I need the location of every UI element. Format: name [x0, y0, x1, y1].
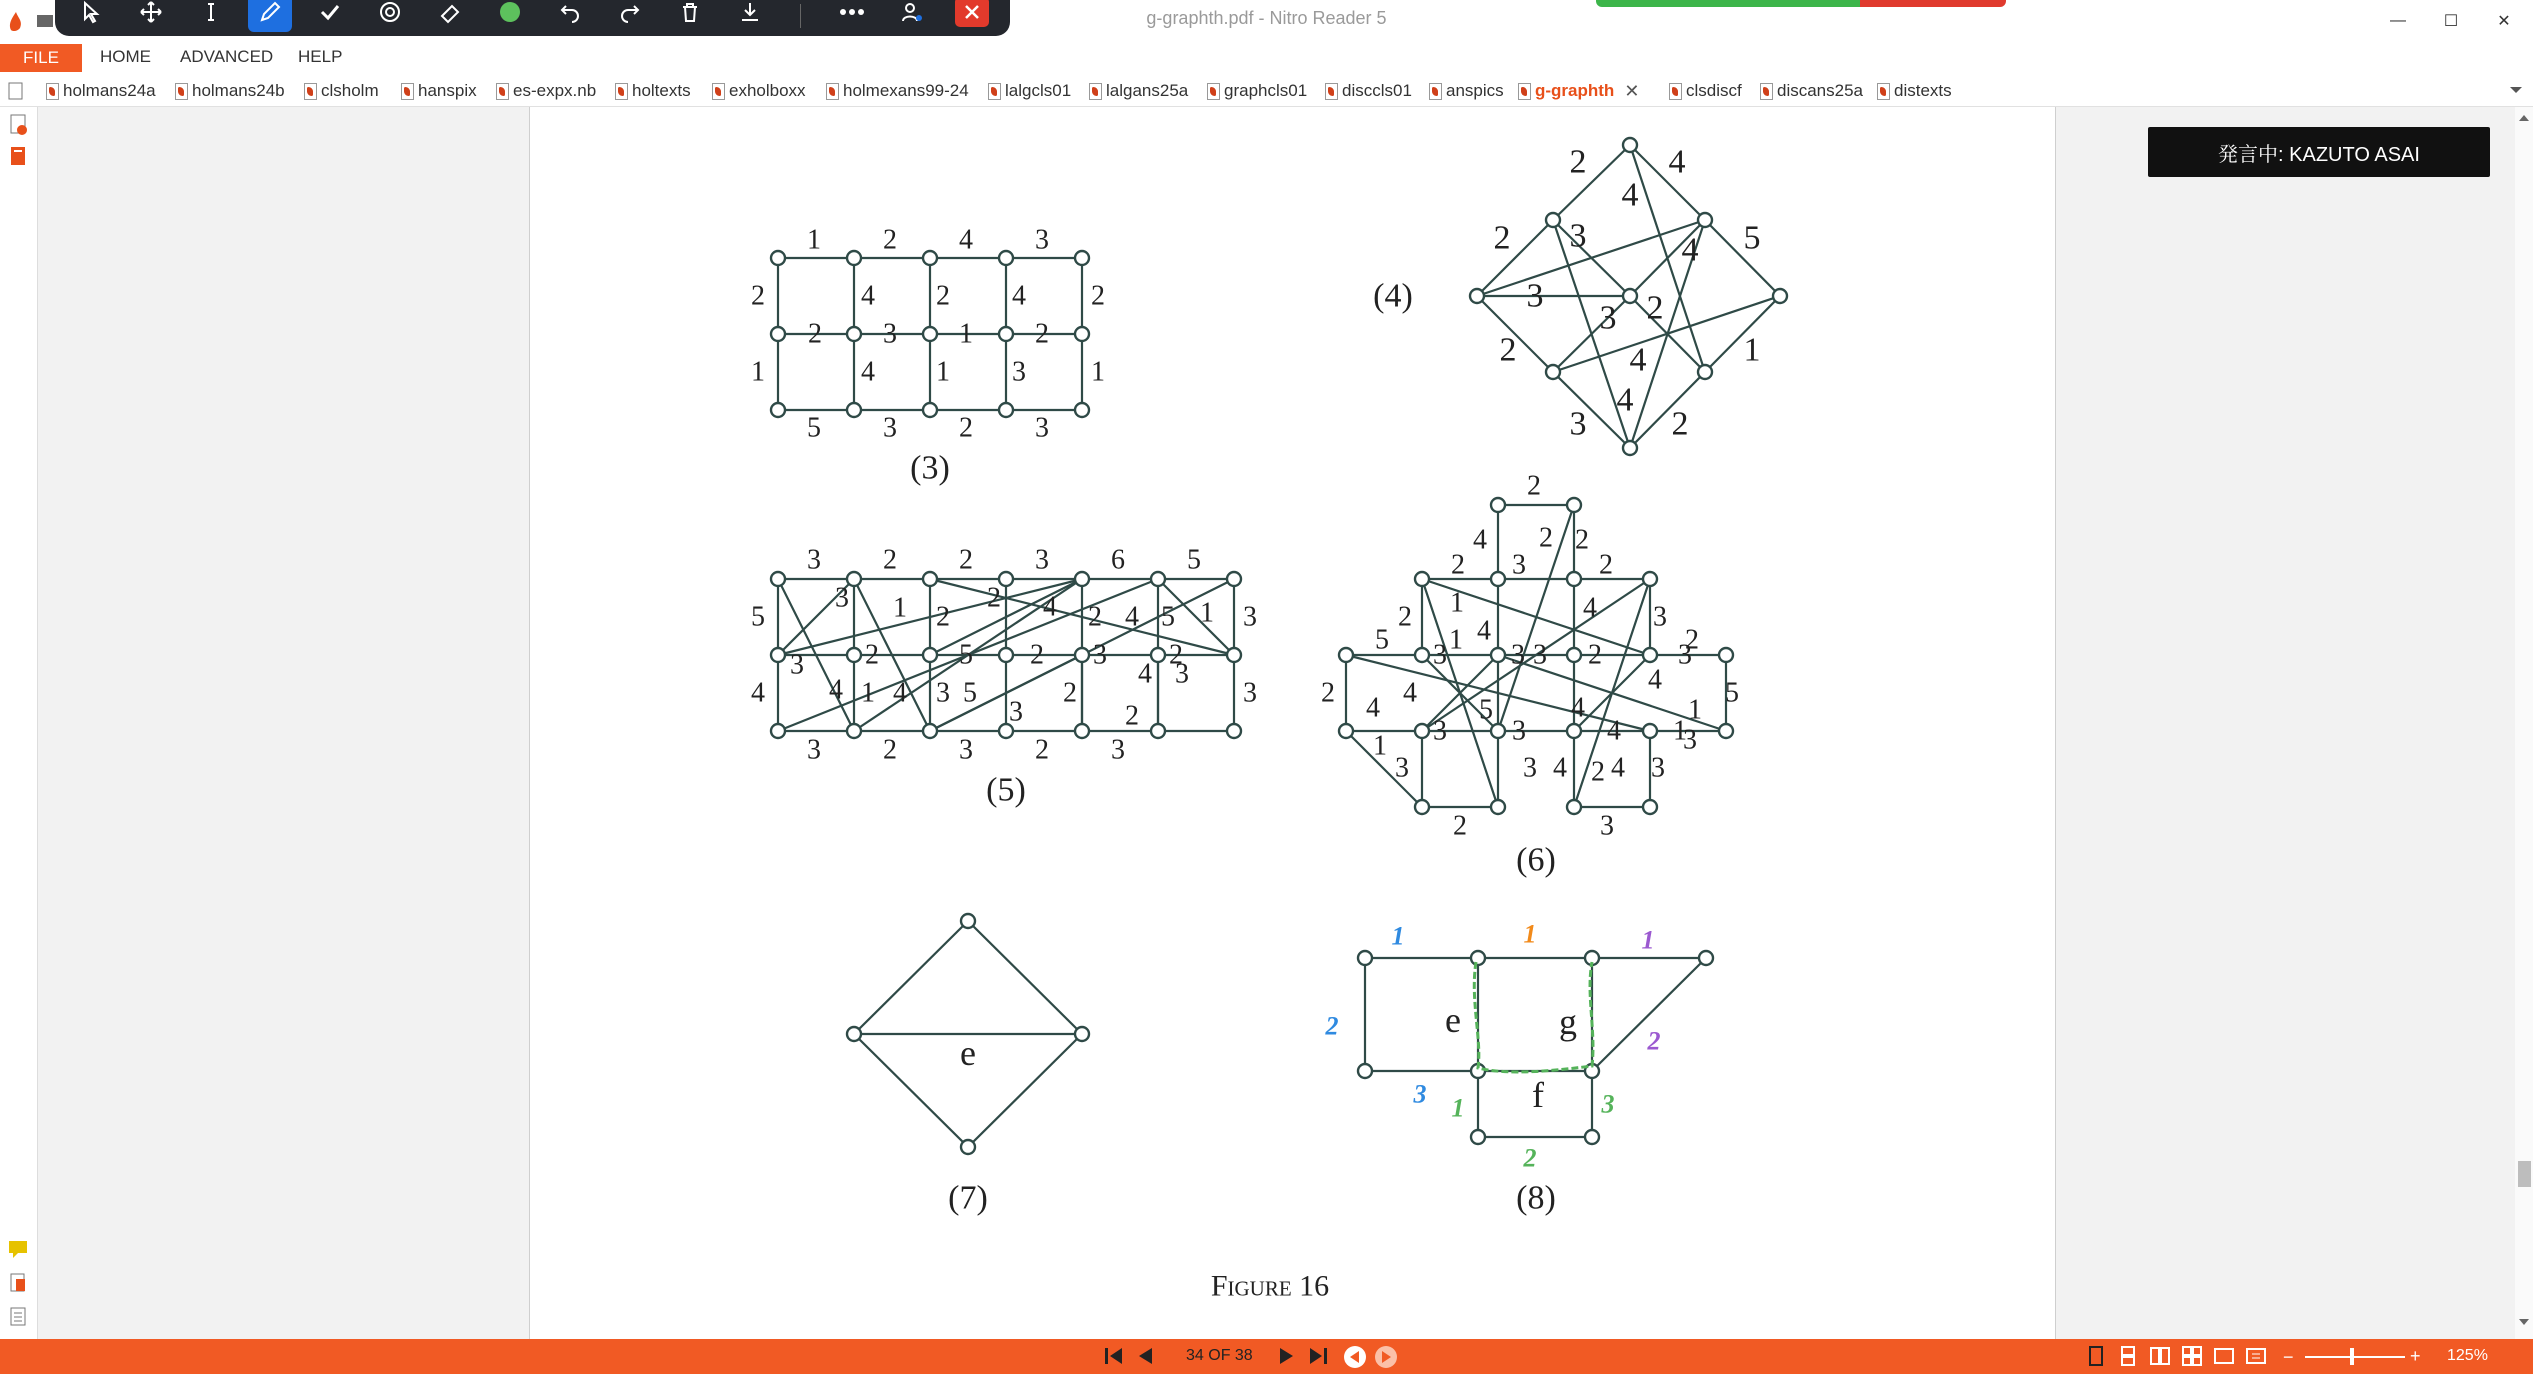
edge-label-g3: 5: [807, 412, 821, 444]
edge-label-g4: 2: [1671, 405, 1689, 443]
doc-tab[interactable]: holtexts: [615, 80, 691, 102]
graph-vertex: [1567, 498, 1581, 512]
graph-edge: [968, 1034, 1082, 1147]
edge-label-g6: 4: [1553, 752, 1567, 784]
edge-label-g5: 3: [790, 649, 804, 681]
doc-tab[interactable]: clsholm: [304, 80, 379, 102]
edge-label-g6: 1: [1450, 587, 1464, 619]
graph-vertex: [1643, 648, 1657, 662]
edge-label-g4: 4: [1629, 341, 1647, 379]
doc-tab[interactable]: holmans24b: [175, 80, 285, 102]
edge-label-g5: 6: [1111, 544, 1125, 576]
edge-label-g3: 4: [1012, 280, 1026, 312]
edge-label-g6: 4: [1473, 524, 1487, 556]
edge-label-g3: 1: [936, 356, 950, 388]
graph-vertex: [1339, 724, 1353, 738]
graph-vertex: [1546, 213, 1560, 227]
graph-vertex: [1491, 724, 1505, 738]
edge-label-g6: 3: [1683, 724, 1697, 756]
edge-label-g6: 1: [1673, 715, 1687, 747]
edge-label-g6: 2: [1527, 470, 1541, 502]
graph-vertex: [1567, 572, 1581, 586]
graph-vertex: [771, 648, 785, 662]
graph-vertex: [1075, 1027, 1089, 1041]
edge-label-g6: 3: [1533, 639, 1547, 671]
graph-vertex: [923, 251, 937, 265]
edge-label-g6: 4: [1477, 615, 1491, 647]
edge-label-g6: 2: [1575, 524, 1589, 556]
edge-label-g6: 4: [1366, 692, 1380, 724]
edge-label-g6: 2: [1451, 549, 1465, 581]
edge-label-g5: 3: [835, 582, 849, 614]
zoom-slider[interactable]: [2305, 1356, 2405, 1358]
edge-label-g6: 3: [1433, 639, 1447, 671]
edge-label-g4: 4: [1681, 231, 1699, 269]
doc-tab-active[interactable]: g-graphth ✕: [1518, 80, 1639, 102]
edge-label-g6: 3: [1512, 549, 1526, 581]
edge-label-g6: 1: [1373, 730, 1387, 762]
last-page-icon[interactable]: [1307, 1345, 1331, 1367]
graph-vertex: [1623, 138, 1637, 152]
edge-label-g3: 1: [807, 224, 821, 256]
graph-edge: [1477, 217, 1705, 296]
graph-label: (4): [1373, 277, 1413, 315]
graph-vertex: [1415, 800, 1429, 814]
edge-label-g4: 2: [1569, 143, 1587, 181]
edge-label-g6: 2: [1321, 677, 1335, 709]
doc-tab[interactable]: hanspix: [401, 80, 477, 102]
doc-tab[interactable]: anspics: [1429, 80, 1504, 102]
graph-vertex: [771, 572, 785, 586]
speaker-indicator: 発言中: KAZUTO ASAI: [2148, 127, 2490, 177]
edge-label-g3: 4: [861, 280, 875, 312]
edge-label-g5: 2: [865, 639, 879, 671]
edge-label-g4: 4: [1621, 176, 1639, 214]
graph-vertex: [999, 572, 1013, 586]
doc-tab[interactable]: lalgcls01: [988, 80, 1071, 102]
edge-label-g5: 2: [1169, 639, 1183, 671]
purple-annotation: 1: [1641, 925, 1655, 955]
edge-label-g4: 4: [1668, 143, 1686, 181]
zoom-slider-thumb[interactable]: [2350, 1348, 2354, 1365]
edge-label-g6: 3: [1512, 715, 1526, 747]
graph-vertex: [1227, 572, 1241, 586]
edge-label-g5: 5: [959, 639, 973, 671]
edge-label-g6: 5: [1375, 624, 1389, 656]
graph-vertex: [1227, 648, 1241, 662]
edge-label-g6: 1: [1449, 624, 1463, 656]
edge-label-g5: 2: [883, 544, 897, 576]
graph-vertex: [1151, 724, 1165, 738]
graph-vertex: [1075, 251, 1089, 265]
edge-label-g3: 3: [1035, 412, 1049, 444]
graph-vertex: [1698, 213, 1712, 227]
edge-label-g5: 3: [959, 734, 973, 766]
edge-label-g6: 2: [1599, 549, 1613, 581]
doc-tab[interactable]: clsdiscf: [1669, 80, 1742, 102]
graph-edge: [968, 921, 1082, 1034]
graph-vertex: [1643, 724, 1657, 738]
graph-vertex: [1585, 1130, 1599, 1144]
edge-label-g5: 3: [1093, 639, 1107, 671]
edge-label-g5: 4: [829, 674, 843, 706]
doc-tab[interactable]: disccls01: [1325, 80, 1412, 102]
doc-tab[interactable]: es-expx.nb: [496, 80, 596, 102]
graph-vertex: [847, 572, 861, 586]
graph-vertex: [1643, 572, 1657, 586]
graph-vertex: [1151, 648, 1165, 662]
graph-vertex: [771, 403, 785, 417]
graph-vertex: [1698, 365, 1712, 379]
edge-label-g5: 2: [1030, 639, 1044, 671]
edge-label-g6: 4: [1607, 715, 1621, 747]
face-label-g8: e: [1445, 1000, 1461, 1040]
fullscreen-icon[interactable]: [2245, 1345, 2267, 1367]
previous-view-icon[interactable]: [1343, 1345, 1369, 1369]
edge-label-g5: 2: [1063, 677, 1077, 709]
close-icon: ✕: [2497, 13, 2511, 30]
edge-label-g3: 1: [1091, 356, 1105, 388]
graph-vertex: [923, 327, 937, 341]
graph-vertex: [1623, 289, 1637, 303]
close-tab-icon[interactable]: ✕: [1624, 80, 1640, 101]
edge-label-g6: 5: [1479, 694, 1493, 726]
graph-vertex: [1075, 572, 1089, 586]
edge-label-g3: 2: [751, 280, 765, 312]
edge-label-g4: 3: [1599, 299, 1617, 337]
edge-label-g4: 3: [1526, 277, 1544, 315]
facing-view-icon[interactable]: [2149, 1345, 2171, 1367]
green-annotation: 1: [1451, 1093, 1465, 1123]
edge-label-g5: 1: [861, 677, 875, 709]
edge-label-g6: 2: [1539, 522, 1553, 554]
edge-label-g3: 2: [883, 224, 897, 256]
green-annotation: 2: [1523, 1143, 1537, 1173]
graph-vertex: [1719, 648, 1733, 662]
face-label-g8: g: [1559, 1002, 1577, 1042]
doc-tab[interactable]: holmans24a: [46, 80, 156, 102]
graph-vertex: [847, 648, 861, 662]
graph-vertex: [1358, 951, 1372, 965]
graph-vertex: [1471, 1130, 1485, 1144]
graph-vertex: [1623, 441, 1637, 455]
edge-label-g6: 2: [1453, 810, 1467, 842]
file-tab[interactable]: FILE: [0, 44, 82, 72]
maximize-icon: ☐: [2443, 13, 2459, 30]
graph-label: (7): [948, 1179, 988, 1217]
edge-label-g6: 3: [1511, 639, 1525, 671]
edge-label-g3: 3: [883, 318, 897, 350]
doc-tab[interactable]: exholboxx: [712, 80, 806, 102]
edge-label-g5: 3: [1035, 544, 1049, 576]
edge-label-g4: 2: [1646, 289, 1664, 327]
graph-vertex: [923, 572, 937, 586]
blue-annotation: 3: [1413, 1079, 1427, 1109]
graph-edge: [1630, 372, 1705, 448]
facing-continuous-icon[interactable]: [2181, 1345, 2203, 1367]
edge-label-g3: 1: [959, 318, 973, 350]
edge-label-g5: 3: [807, 544, 821, 576]
graph-label: (6): [1516, 841, 1556, 879]
graph-vertex: [1491, 572, 1505, 586]
face-label-g7: e: [960, 1033, 976, 1073]
edge-label-g3: 1: [751, 356, 765, 388]
zoom-out-icon[interactable]: −: [2283, 1347, 2294, 1367]
edge-label-g5: 3: [1175, 658, 1189, 690]
status-bar: [0, 1339, 2533, 1374]
graph-vertex: [999, 403, 1013, 417]
graph-vertex: [1643, 800, 1657, 814]
graph-vertex: [1546, 365, 1560, 379]
edge-label-g3: 4: [861, 356, 875, 388]
graph-vertex: [1567, 800, 1581, 814]
continuous-view-icon[interactable]: [2117, 1345, 2139, 1367]
edge-label-g6: 3: [1395, 752, 1409, 784]
edge-label-g4: 3: [1569, 405, 1587, 443]
edge-label-g3: 3: [883, 412, 897, 444]
edge-label-g4: 2: [1499, 331, 1517, 369]
graph-edge: [1705, 220, 1780, 296]
edge-label-g3: 3: [1035, 224, 1049, 256]
graph-edge: [854, 921, 968, 1034]
edge-label-g5: 4: [1125, 601, 1139, 633]
face-label-g8: f: [1532, 1075, 1544, 1115]
graph-vertex: [1415, 724, 1429, 738]
graph-vertex: [1415, 572, 1429, 586]
edge-label-g6: 2: [1588, 639, 1602, 671]
next-view-icon[interactable]: [1374, 1345, 1400, 1369]
edge-label-g6: 1: [1688, 694, 1702, 726]
edge-label-g4: 5: [1743, 219, 1761, 257]
edge-label-g5: 4: [1138, 658, 1152, 690]
graph-vertex: [771, 327, 785, 341]
graph-vertex: [1567, 648, 1581, 662]
edge-label-g5: 2: [987, 582, 1001, 614]
edge-label-g5: 3: [1009, 696, 1023, 728]
edge-label-g5: 2: [936, 601, 950, 633]
edge-label-g5: 5: [963, 677, 977, 709]
edge-label-g5: 4: [893, 677, 907, 709]
doc-tab[interactable]: holmexans99-24: [826, 80, 969, 102]
edge-label-g5: 2: [959, 544, 973, 576]
doc-tab[interactable]: distexts: [1877, 80, 1952, 102]
graph-vertex: [847, 724, 861, 738]
edge-label-g5: 5: [1161, 601, 1175, 633]
fit-width-icon[interactable]: [2213, 1345, 2235, 1367]
edge-label-g6: 3: [1678, 639, 1692, 671]
zoom-in-icon[interactable]: +: [2410, 1346, 2421, 1366]
tab-home[interactable]: HOME: [100, 47, 151, 66]
doc-tab[interactable]: graphcls01: [1207, 80, 1307, 102]
graph-vertex: [999, 251, 1013, 265]
edge-label-g3: 2: [808, 318, 822, 350]
graph-vertex: [1491, 498, 1505, 512]
edge-label-g5: 3: [936, 677, 950, 709]
graph-label: (3): [910, 449, 950, 487]
graph-vertex: [1151, 572, 1165, 586]
prev-page-icon[interactable]: [1135, 1345, 1155, 1367]
graph-vertex: [961, 1140, 975, 1154]
graph-edge: [1553, 145, 1630, 220]
edge-label-g5: 4: [1043, 591, 1057, 623]
edge-label-g6: 5: [1725, 677, 1739, 709]
doc-tab[interactable]: lalgans25a: [1089, 80, 1188, 102]
figure-caption: Figure 16: [1210, 1269, 1330, 1303]
graph-vertex: [923, 724, 937, 738]
graph-vertex: [1227, 724, 1241, 738]
graph-vertex: [1075, 724, 1089, 738]
blue-annotation: 2: [1325, 1011, 1339, 1041]
page-counter[interactable]: 34 OF 38: [1186, 1347, 1253, 1364]
window-title: g-graphth.pdf - Nitro Reader 5: [1146, 8, 1387, 28]
edge-label-g5: 2: [1088, 601, 1102, 633]
graph-vertex: [771, 251, 785, 265]
edge-label-g6: 4: [1571, 692, 1585, 724]
graph-vertex: [847, 1027, 861, 1041]
edge-label-g5: 3: [1243, 677, 1257, 709]
edge-label-g4: 3: [1569, 217, 1587, 255]
edge-label-g6: 2: [1685, 624, 1699, 656]
graph-label: (5): [986, 771, 1026, 809]
graph-vertex: [847, 251, 861, 265]
edge-label-g3: 4: [959, 224, 973, 256]
blue-annotation: 1: [1391, 921, 1405, 951]
edge-label-g6: 2: [1398, 601, 1412, 633]
graph-vertex: [1699, 951, 1713, 965]
first-page-icon[interactable]: [1102, 1345, 1126, 1367]
edge-label-g5: 5: [1187, 544, 1201, 576]
edge-label-g6: 4: [1403, 677, 1417, 709]
graph-vertex: [1075, 403, 1089, 417]
graph-vertex: [1567, 724, 1581, 738]
graph-vertex: [999, 327, 1013, 341]
graph-vertex: [1773, 289, 1787, 303]
zoom-level[interactable]: 125%: [2447, 1347, 2488, 1364]
edge-label-g6: 4: [1648, 664, 1662, 696]
doc-tab[interactable]: discans25a: [1760, 80, 1863, 102]
graph-vertex: [1470, 289, 1484, 303]
graph-label: (8): [1516, 1179, 1556, 1217]
tab-help[interactable]: HELP: [298, 47, 343, 66]
edge-label-g6: 4: [1583, 592, 1597, 624]
graph-vertex: [1075, 648, 1089, 662]
edge-label-g3: 2: [936, 280, 950, 312]
graph-vertex: [1339, 648, 1353, 662]
graph-vertex: [1075, 327, 1089, 341]
graph-vertex: [1415, 648, 1429, 662]
graph-vertex: [1471, 951, 1485, 965]
edge-label-g6: 3: [1523, 752, 1537, 784]
graph-vertex: [1358, 1064, 1372, 1078]
tab-advanced[interactable]: ADVANCED: [180, 47, 274, 66]
graph-edge: [854, 1034, 968, 1147]
graph-vertex: [847, 327, 861, 341]
next-page-icon[interactable]: [1277, 1345, 1297, 1367]
edge-label-g5: 2: [1125, 700, 1139, 732]
edge-label-g4: 2: [1493, 219, 1511, 257]
edge-label-g3: 2: [959, 412, 973, 444]
edge-label-g3: 3: [1012, 356, 1026, 388]
edge-label-g6: 2: [1591, 756, 1605, 788]
minimize-icon: —: [2390, 12, 2406, 29]
graph-vertex: [999, 648, 1013, 662]
single-page-view-icon[interactable]: [2085, 1345, 2107, 1367]
graph-vertex: [1491, 648, 1505, 662]
orange-annotation: 1: [1523, 919, 1537, 949]
edge-label-g4: 4: [1616, 381, 1634, 419]
graph-vertex: [961, 914, 975, 928]
edge-label-g5: 5: [751, 601, 765, 633]
graph-vertex: [923, 403, 937, 417]
graph-vertex: [847, 403, 861, 417]
edge-label-g3: 2: [1091, 280, 1105, 312]
edge-label-g5: 3: [1111, 734, 1125, 766]
edge-label-g5: 2: [1035, 734, 1049, 766]
edge-label-g5: 4: [751, 677, 765, 709]
graph-vertex: [1491, 800, 1505, 814]
graph-vertex: [771, 724, 785, 738]
edge-label-g6: 3: [1653, 601, 1667, 633]
edge-label-g6: 3: [1600, 810, 1614, 842]
edge-label-g5: 1: [1200, 597, 1214, 629]
edge-label-g4: 1: [1743, 331, 1761, 369]
edge-label-g5: 3: [1243, 601, 1257, 633]
edge-label-g6: 3: [1433, 715, 1447, 747]
edge-label-g5: 2: [883, 734, 897, 766]
edge-label-g5: 3: [807, 734, 821, 766]
edge-label-g6: 3: [1651, 752, 1665, 784]
graph-vertex: [1719, 724, 1733, 738]
edge-label-g6: 4: [1611, 752, 1625, 784]
edge-label-g5: 1: [893, 592, 907, 624]
edge-label-g3: 2: [1035, 318, 1049, 350]
graph-vertex: [923, 648, 937, 662]
purple-annotation: 2: [1647, 1026, 1661, 1056]
green-annotation: 3: [1601, 1089, 1615, 1119]
